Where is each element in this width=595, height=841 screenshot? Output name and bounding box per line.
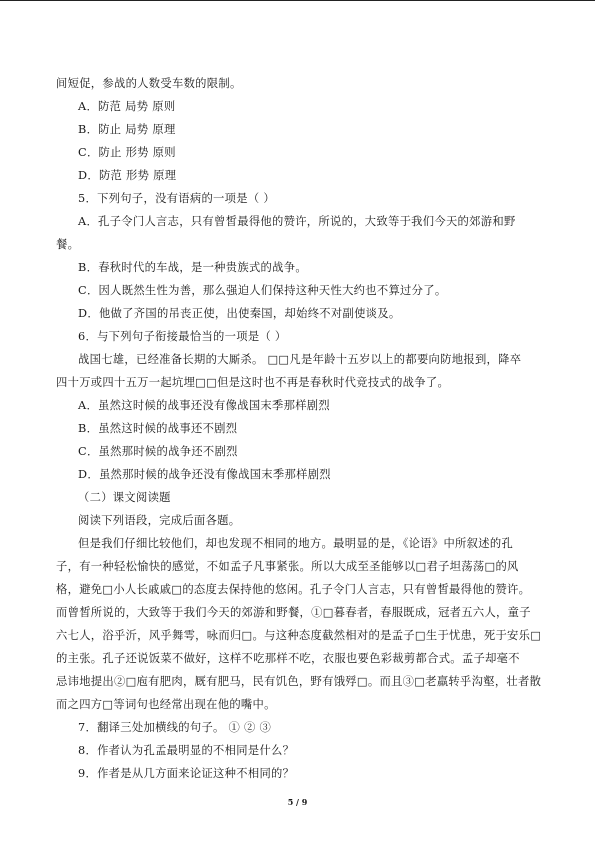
option-b: B．春秋时代的车战，是一种贵族式的战争。 <box>78 261 307 274</box>
text-line: 四十万或四十五万一起坑埋□□但是这时也不再是春秋时代竞技式的战争了。 <box>56 376 450 389</box>
option-a: A．孔子令门人言志，只有曾皙最得他的赞许，所说的，大致等于我们今天的郊游和野 <box>78 215 516 228</box>
section-heading: （二）课文阅读题 <box>78 491 171 504</box>
option-d: D．他做了齐国的吊丧正使，出使秦国，却始终不对副使谈及。 <box>78 307 401 320</box>
option-d: D．虽然那时候的战争还没有像战国末季那样剧烈 <box>78 468 331 481</box>
question-5: 5．下列句子，没有语病的一项是（ ） <box>78 192 275 205</box>
option-a: A．防范 局势 原则 <box>78 100 176 113</box>
question-9: 9．作者是从几方面来论证这种不相同的？ <box>78 767 295 780</box>
top-border-line <box>0 0 595 1</box>
document-body <box>56 72 544 785</box>
passage-line: 六七人，浴乎沂，风乎舞雩，咏而归□。与这种态度截然相对的是孟子□生于忧患，死于安乐□ <box>56 629 542 642</box>
text-line: 战国七雄，已经准备长期的大厮杀。 □□凡是年龄十五岁以上的都要向防地报到，降卒 <box>78 353 522 366</box>
option-d: D．防范 形势 原理 <box>78 169 177 182</box>
text-line: 餐。 <box>56 238 80 251</box>
passage-line: 忌讳地提出②□庖有肥肉，厩有肥马，民有饥色，野有饿殍□。而且③□老羸转乎沟壑，壮者散 <box>56 675 542 688</box>
option-c: C．因人既然生性为善，那么强迫人们保持这种天性大约也不算过分了。 <box>78 284 447 297</box>
passage-line: 但是我们仔细比较他们，却也发现不相同的地方。最明显的是，《论语》中所叙述的孔 <box>78 537 514 550</box>
text-line: 间短促，参战的人数受车数的限制。 <box>56 77 242 90</box>
passage-line: 而曾皙所说的，大致等于我们今天的郊游和野餐，①□暮春者，春服既成，冠者五六人，童子 <box>56 606 531 619</box>
passage-line: 的主张。孔子还说饭菜不做好，这样不吃那样不吃，衣服也要色彩裁剪都合式。孟子却毫不 <box>56 652 520 665</box>
option-b: B．虽然这时候的战事还不剧烈 <box>78 422 238 435</box>
passage-line: 子，有一种轻松愉快的感觉，不如孟子凡事紧张。所以大成至圣能够以□君子坦荡荡□的风 <box>56 560 519 573</box>
option-a: A．虽然这时候的战事还没有像战国末季那样剧烈 <box>78 399 330 412</box>
page-number: 5 / 9 <box>287 797 308 807</box>
passage-line: 格，避免□小人长戚戚□的态度去保持他的悠闲。孔子令门人言志，只有曾皙最得他的赞许。 <box>56 583 531 596</box>
option-b: B．防止 局势 原理 <box>78 123 176 136</box>
question-7: 7．翻译三处加横线的句子。 ① ② ③ <box>78 721 272 734</box>
question-6: 6．与下列句子衔接最恰当的一项是（ ） <box>78 330 287 343</box>
question-8: 8．作者认为孔孟最明显的不相同是什么？ <box>78 744 295 757</box>
instruction-text: 阅读下列语段，完成后面各题。 <box>78 514 241 527</box>
option-c: C．防止 形势 原则 <box>78 146 176 159</box>
option-c: C．虽然那时候的战争还不剧烈 <box>78 445 238 458</box>
passage-line: 而之四方□等词句也经常出现在他的嘴中。 <box>56 698 276 711</box>
